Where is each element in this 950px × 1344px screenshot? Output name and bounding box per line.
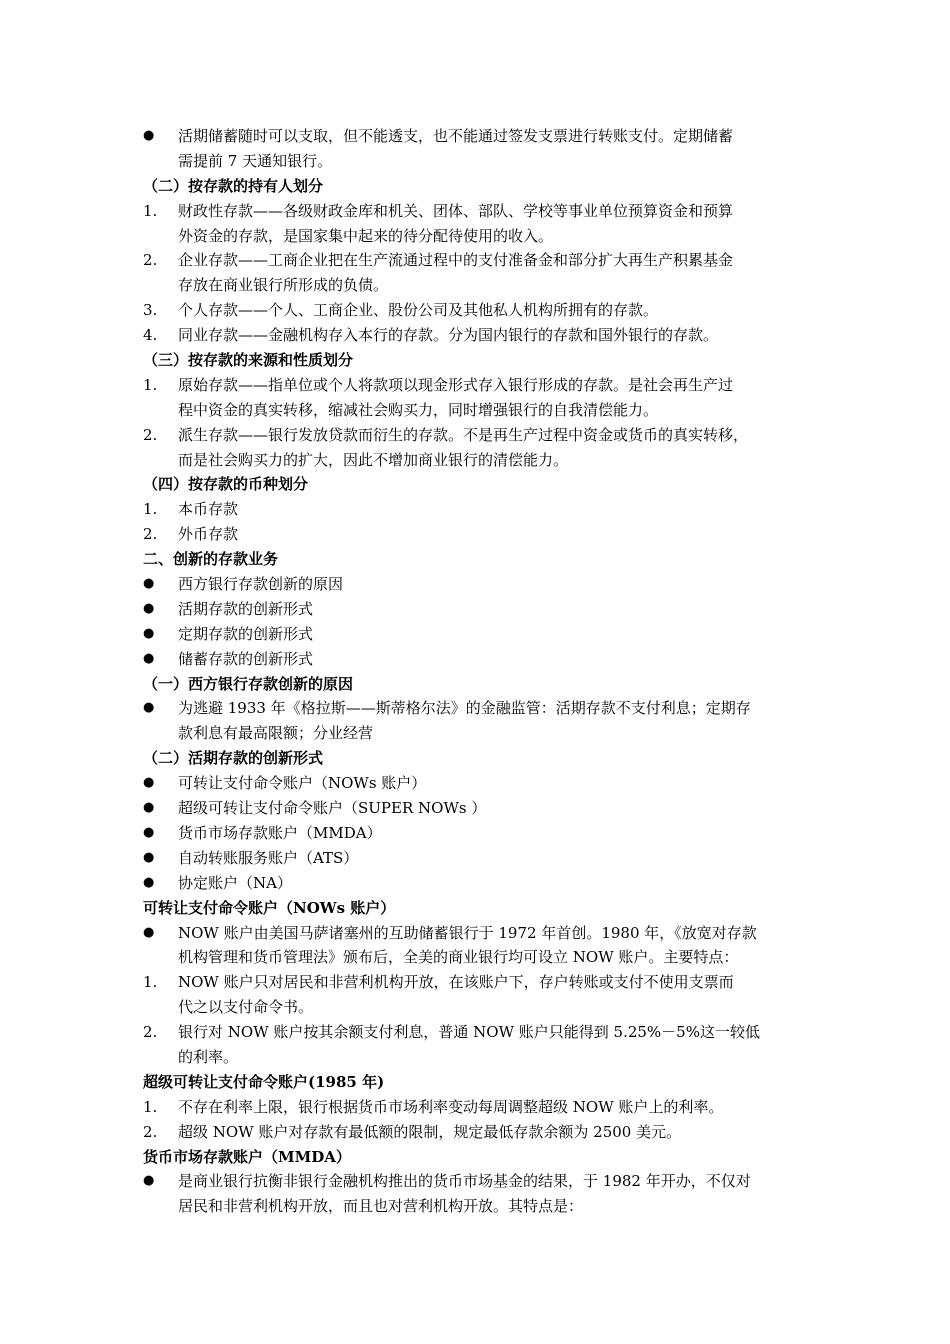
- paragraph-continuation: 外资金的存款，是国家集中起来的待分配待使用的收入。: [178, 226, 554, 245]
- section-heading: （三）按存款的来源和性质划分: [143, 351, 354, 370]
- list-item-text: 货币市场存款账户（MMDA）: [178, 823, 382, 842]
- bullet-icon: ●: [143, 824, 155, 840]
- numbered-item: [143, 497, 823, 522]
- list-item-text: 本币存款: [178, 500, 239, 519]
- bullet-item: [143, 1169, 823, 1194]
- section-heading: 可转让支付命令账户（NOWs 账户）: [143, 898, 396, 917]
- numbered-item: [143, 423, 823, 448]
- list-item-text: NOW 账户由美国马萨诸塞州的互助储蓄银行于 1972 年首创。1980 年，《放宽对存款: [178, 923, 757, 942]
- list-number: 2.: [143, 425, 158, 444]
- bullet-item: [143, 696, 823, 721]
- bullet-item: [143, 921, 823, 946]
- bullet-item: [143, 622, 823, 647]
- bullet-item: [143, 871, 823, 896]
- bullet-icon: ●: [143, 849, 155, 865]
- paragraph-continuation: 程中资金的真实转移，缩减社会购买力，同时增强银行的自我清偿能力。: [178, 400, 659, 419]
- list-item-text: 可转让支付命令账户（NOWs 账户）: [178, 774, 427, 793]
- list-number: 2.: [143, 1122, 158, 1141]
- numbered-item: [143, 323, 823, 348]
- numbered-item: [143, 199, 823, 224]
- bullet-icon: ●: [143, 625, 155, 641]
- numbered-item: [143, 970, 823, 995]
- paragraph-continuation: 存放在商业银行所形成的负债。: [178, 276, 389, 295]
- bullet-icon: ●: [143, 700, 155, 716]
- bullet-item: [143, 821, 823, 846]
- paragraph-continuation: 而是社会购买力的扩大，因此不增加商业银行的清偿能力。: [178, 450, 569, 469]
- list-item-text: 协定账户（NA）: [178, 873, 292, 892]
- list-number: 4.: [143, 326, 158, 345]
- document-body: [143, 124, 823, 1219]
- list-number: 1.: [143, 500, 158, 519]
- list-item-text: 为逃避 1933 年《格拉斯——斯蒂格尔法》的金融监管：活期存款不支付利息；定期存: [178, 699, 751, 718]
- bullet-icon: ●: [143, 874, 155, 890]
- bullet-icon: ●: [143, 775, 155, 791]
- list-number: 2.: [143, 1023, 158, 1042]
- bullet-item: [143, 647, 823, 672]
- section-heading: 超级可转让支付命令账户(1985 年): [143, 1072, 385, 1091]
- bullet-icon: ●: [143, 128, 155, 143]
- bullet-item: [143, 572, 823, 597]
- section-heading: （二）按存款的持有人划分: [143, 176, 324, 195]
- section-heading: 二、创新的存款业务: [143, 550, 279, 569]
- list-number: 3.: [143, 301, 158, 320]
- list-item-text: NOW 账户只对居民和非营利机构开放，在该账户下，存户转账或支付不使用支票而: [178, 973, 734, 992]
- bullet-icon: ●: [143, 600, 155, 616]
- list-item-text: 储蓄存款的创新形式: [178, 649, 314, 668]
- bullet-icon: ●: [143, 650, 155, 666]
- list-item-text: 活期储蓄随时可以支取，但不能透支，也不能通过签发支票进行转账支付。定期储蓄: [178, 127, 734, 145]
- list-item-text: 财政性存款——各级财政金库和机关、团体、部队、学校等事业单位预算资金和预算: [178, 201, 734, 220]
- section-heading: （四）按存款的币种划分: [143, 475, 309, 494]
- bullet-item: [143, 796, 823, 821]
- list-number: 1.: [143, 375, 158, 394]
- list-number: 1.: [143, 973, 158, 992]
- list-item-text: 同业存款——金融机构存入本行的存款。分为国内银行的存款和国外银行的存款。: [178, 326, 719, 345]
- bullet-item: [143, 597, 823, 622]
- section-heading: （一）西方银行存款创新的原因: [143, 674, 354, 693]
- list-item-text: 自动转账服务账户（ATS）: [178, 848, 359, 867]
- list-item-text: 西方银行存款创新的原因: [178, 575, 344, 594]
- numbered-item: [143, 373, 823, 398]
- bullet-item: [143, 771, 823, 796]
- bullet-item: [143, 846, 823, 871]
- paragraph-continuation: 需提前 7 天通知银行。: [178, 151, 333, 170]
- section-heading: 货币市场存款账户（MMDA）: [143, 1147, 351, 1166]
- list-number: 2.: [143, 525, 158, 544]
- list-item-text: 活期存款的创新形式: [178, 599, 314, 618]
- list-number: 1.: [143, 1097, 158, 1116]
- numbered-item: [143, 1095, 823, 1120]
- numbered-item: [143, 1020, 823, 1045]
- paragraph-continuation: 的利率。: [178, 1047, 239, 1066]
- numbered-item: [143, 298, 823, 323]
- paragraph-continuation: 款利息有最高限额；分业经营: [178, 724, 374, 743]
- list-item-text: 派生存款——银行发放贷款而衍生的存款。不是再生产过程中资金或货币的真实转移，: [178, 425, 749, 444]
- list-number: 1.: [143, 201, 158, 220]
- list-item-text: 超级 NOW 账户对存款有最低额的限制，规定最低存款余额为 2500 美元。: [178, 1122, 682, 1141]
- numbered-item: [143, 248, 823, 273]
- list-item-text: 外币存款: [178, 525, 239, 544]
- numbered-item: [143, 522, 823, 547]
- list-item-text: 企业存款——工商企业把在生产流通过程中的支付准备金和部分扩大再生产积累基金: [178, 251, 734, 270]
- list-item-text: 不存在利率上限，银行根据货币市场利率变动每周调整超级 NOW 账户上的利率。: [178, 1097, 724, 1116]
- bullet-item: [143, 124, 823, 149]
- paragraph-continuation: 代之以支付命令书。: [178, 998, 314, 1017]
- paragraph-continuation: 机构管理和货币管理法》颁布后，全美的商业银行均可设立 NOW 账户。主要特点：: [178, 948, 739, 967]
- list-item-text: 原始存款——指单位或个人将款项以现金形式存入银行形成的存款。是社会再生产过: [178, 375, 734, 394]
- section-heading: （二）活期存款的创新形式: [143, 749, 324, 768]
- list-number: 2.: [143, 251, 158, 270]
- bullet-icon: ●: [143, 924, 155, 940]
- list-item-text: 个人存款——个人、工商企业、股份公司及其他私人机构所拥有的存款。: [178, 301, 659, 320]
- numbered-item: [143, 1120, 823, 1145]
- bullet-icon: ●: [143, 1173, 155, 1189]
- paragraph-continuation: 居民和非营利机构开放，而且也对营利机构开放。其特点是：: [178, 1197, 584, 1216]
- list-item-text: 是商业银行抗衡非银行金融机构推出的货币市场基金的结果，于 1982 年开办，不仅对: [178, 1172, 751, 1191]
- bullet-icon: ●: [143, 576, 155, 592]
- bullet-icon: ●: [143, 800, 155, 816]
- list-item-text: 超级可转让支付命令账户（SUPER NOWs ）: [178, 799, 487, 818]
- list-item-text: 定期存款的创新形式: [178, 624, 314, 643]
- list-item-text: 银行对 NOW 账户按其余额支付利息，普通 NOW 账户只能得到 5.25%－5%这一较低: [178, 1023, 760, 1042]
